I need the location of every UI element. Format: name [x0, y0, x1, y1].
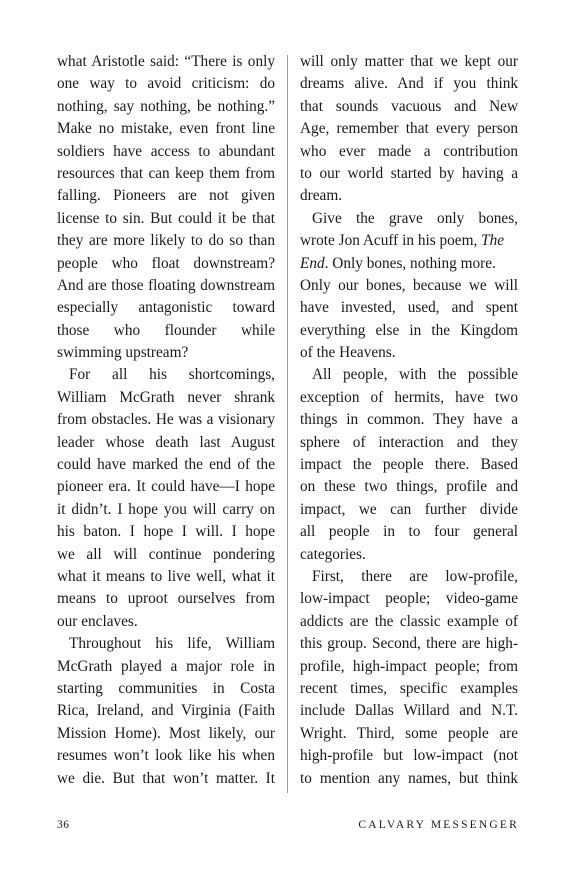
text-line: All people, with the possible [312, 366, 518, 384]
text-line: it didn’t. I hope you will carry on [57, 500, 275, 518]
text-line: soldiers have access to abundant [57, 142, 275, 160]
text-line: impact, we can further divide [300, 500, 518, 518]
text-line: things in common. They have a [300, 411, 518, 429]
text-line: they are more likely to do so than [57, 232, 275, 250]
text-line: Rica, Ireland, and Virginia (Faith [57, 702, 275, 720]
text-line: we all will continue pondering [57, 545, 275, 563]
text-line: For all his shortcomings, [69, 366, 275, 384]
page-number: 36 [57, 819, 70, 831]
text-line: especially antagonistic toward [57, 299, 275, 317]
text-line: this group. Second, there are high- [300, 635, 518, 653]
text-line: leader whose death last August [57, 433, 275, 451]
text-line: of the Heavens. [300, 344, 396, 362]
text-line: pioneer era. It could have—I hope [57, 478, 275, 496]
text-line: people who float downstream? [57, 254, 275, 272]
text-line: And are those floating downstream [57, 276, 275, 294]
text-line: high-profile but low-impact (not [300, 747, 518, 765]
text-line: recent times, specific examples [300, 679, 518, 697]
text-line: nothing, say nothing, be nothing.” [57, 97, 275, 115]
text-line: low-impact people; video-game [300, 590, 518, 608]
text-line: Wright. Third, some people are [300, 724, 518, 742]
text-line: means to uproot ourselves from [57, 590, 275, 608]
left-column [57, 51, 275, 790]
text-line: impact the people there. Based [300, 456, 518, 474]
text-line [300, 253, 518, 275]
text-line: who ever made a contribution [300, 142, 518, 160]
text-line: on these two things, profile and [300, 478, 518, 496]
publication-name: CALVARY MESSENGER [358, 819, 519, 831]
text-line: resources that can keep them from [57, 164, 275, 182]
text-line: sphere of interaction and they [300, 433, 518, 451]
poem-title-part: End [300, 254, 325, 272]
text-line: categories. [300, 545, 366, 563]
text-line: will only matter that we kept our [300, 53, 518, 70]
text-line: have invested, used, and spent [300, 299, 518, 317]
text-line: license to sin. But could it be that [57, 209, 275, 227]
text-line [300, 230, 518, 252]
text-line: that sounds vacuous and New [300, 97, 518, 115]
column-divider [287, 55, 288, 793]
text-line: from obstacles. He was a visionary [57, 411, 275, 429]
text-line: everything else in the Kingdom [300, 321, 518, 339]
text-line: starting communities in Costa [57, 679, 275, 697]
text-line: Make no mistake, even front line [57, 120, 275, 138]
poem-title-part: The [481, 232, 505, 250]
text-line: to mention any names, but think [300, 769, 518, 787]
text-line: Age, remember that every person [300, 120, 518, 138]
text-line: our enclaves. [57, 612, 138, 630]
text-line: those who flounder while [57, 321, 275, 339]
text-line: falling. Pioneers are not given [57, 187, 275, 205]
text-line: dream. [300, 187, 343, 205]
text-line: McGrath played a major role in [57, 657, 275, 675]
text-line: resumes won’t look like his when [57, 747, 275, 765]
text-line: Give the grave only bones, [312, 209, 518, 227]
text-line: one way to avoid criticism: do [57, 75, 275, 93]
right-column [300, 51, 518, 790]
text-line: First, there are low-profile, [312, 567, 518, 585]
text-line: Mission Home). Most likely, our [57, 724, 275, 742]
text-run: wrote Jon Acuff in his poem, [300, 232, 482, 250]
text-line: could have marked the end of the [57, 456, 275, 474]
text-line: include Dallas Willard and N.T. [300, 702, 518, 720]
text-line: profile, high-impact people; from [300, 657, 518, 675]
text-line: what Aristotle said: “There is only [57, 53, 275, 70]
text-run: . Only bones, nothing more. [324, 254, 496, 272]
text-line: all people in to four general [300, 523, 518, 541]
text-line: to our world started by having a [300, 164, 518, 182]
text-line: his baton. I hope I will. I hope [57, 523, 275, 541]
text-line: addicts are the classic example of [300, 612, 518, 630]
text-line: exception of hermits, have two [300, 388, 518, 406]
text-line: swimming upstream? [57, 344, 189, 362]
text-line: what it means to live well, what it [57, 567, 275, 585]
text-line: Throughout his life, William [69, 635, 275, 653]
text-line: William McGrath never shrank [57, 388, 275, 406]
text-line: dreams alive. And if you think [300, 75, 518, 93]
text-line: Only our bones, because we will [300, 276, 518, 294]
text-line: we die. But that won’t matter. It [57, 769, 275, 787]
